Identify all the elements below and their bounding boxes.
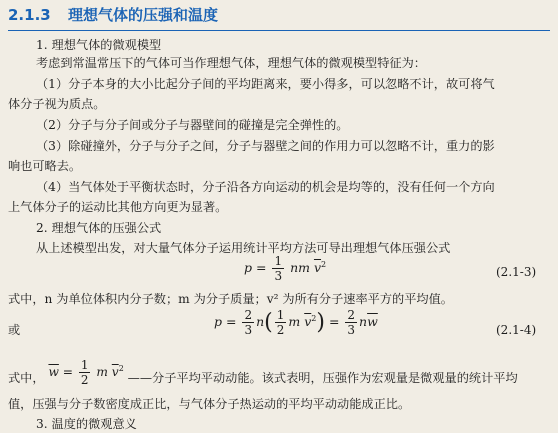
paragraph-line: 响也可略去。 <box>8 159 82 173</box>
paragraph-line: 值，压强与分子数密度成正比，与气体分子热运动的平均平动动能成正比。 <box>8 397 411 411</box>
or-label: 或 <box>8 323 21 337</box>
paragraph-line: 考虑到常温常压下的气体可当作理想气体，理想气体的微观模型特征为： <box>36 56 426 70</box>
paragraph-line: （3）除碰撞外，分子与分子之间，分子与器壁之间的作用力可以忽略不计，重力的影 <box>36 139 495 153</box>
equation-number: (2.1-4) <box>496 323 537 337</box>
subheading-1: 1. 理想气体的微观模型 <box>36 38 162 52</box>
kinetic-energy-formula: $\overline{w}$ = $\frac{1}{2}$ m $\overline{v}^2$ <box>48 358 124 387</box>
section-heading <box>8 4 548 28</box>
equation-2-1-4: p = $\frac{2}{3}$ n( $\frac{1}{2}$ m $\overline{v}^2$) = $\frac{2}{3}$ $n\overline{w}$ <box>214 308 378 337</box>
equation-number: (2.1-3) <box>496 265 537 279</box>
paragraph-line: 上气体分子的运动比其他方向更为显著。 <box>8 200 228 214</box>
paragraph-line: 式中，n 为单位体积内分子数；m 为分子质量；v² 为所有分子速率平方的平均值。 <box>8 292 453 306</box>
section-number: 2.1.3 <box>8 6 51 24</box>
paragraph-line: 体分子视为质点。 <box>8 97 106 111</box>
paragraph-line: 式中， $\overline{w}$ = $\frac{1}{2}$ m $\overline{v}^2$ ——分子平均平动动能。该式表明，压强作为宏观量是微观量的统计平均 <box>8 358 518 387</box>
heading-rule <box>8 30 550 31</box>
subheading-2: 2. 理想气体的压强公式 <box>36 221 162 235</box>
paragraph-line: （1）分子本身的大小比起分子间的平均距离来，要小得多，可以忽略不计，故可将气 <box>36 77 495 91</box>
paragraph-line: 从上述模型出发，对大量气体分子运用统计平均方法可导出理想气体压强公式 <box>36 241 451 255</box>
equation-2-1-3: p = $\frac{1}{3}$ nm $\overline{v}^2$ <box>244 254 327 283</box>
section-title: 理想气体的压强和温度 <box>67 6 218 24</box>
subheading-3: 3. 温度的微观意义 <box>36 417 137 431</box>
paragraph-line: （2）分子与分子间或分子与器壁间的碰撞是完全弹性的。 <box>36 118 349 132</box>
paragraph-line: （4）当气体处于平衡状态时，分子沿各方向运动的机会是均等的，没有任何一个方向 <box>36 180 495 194</box>
